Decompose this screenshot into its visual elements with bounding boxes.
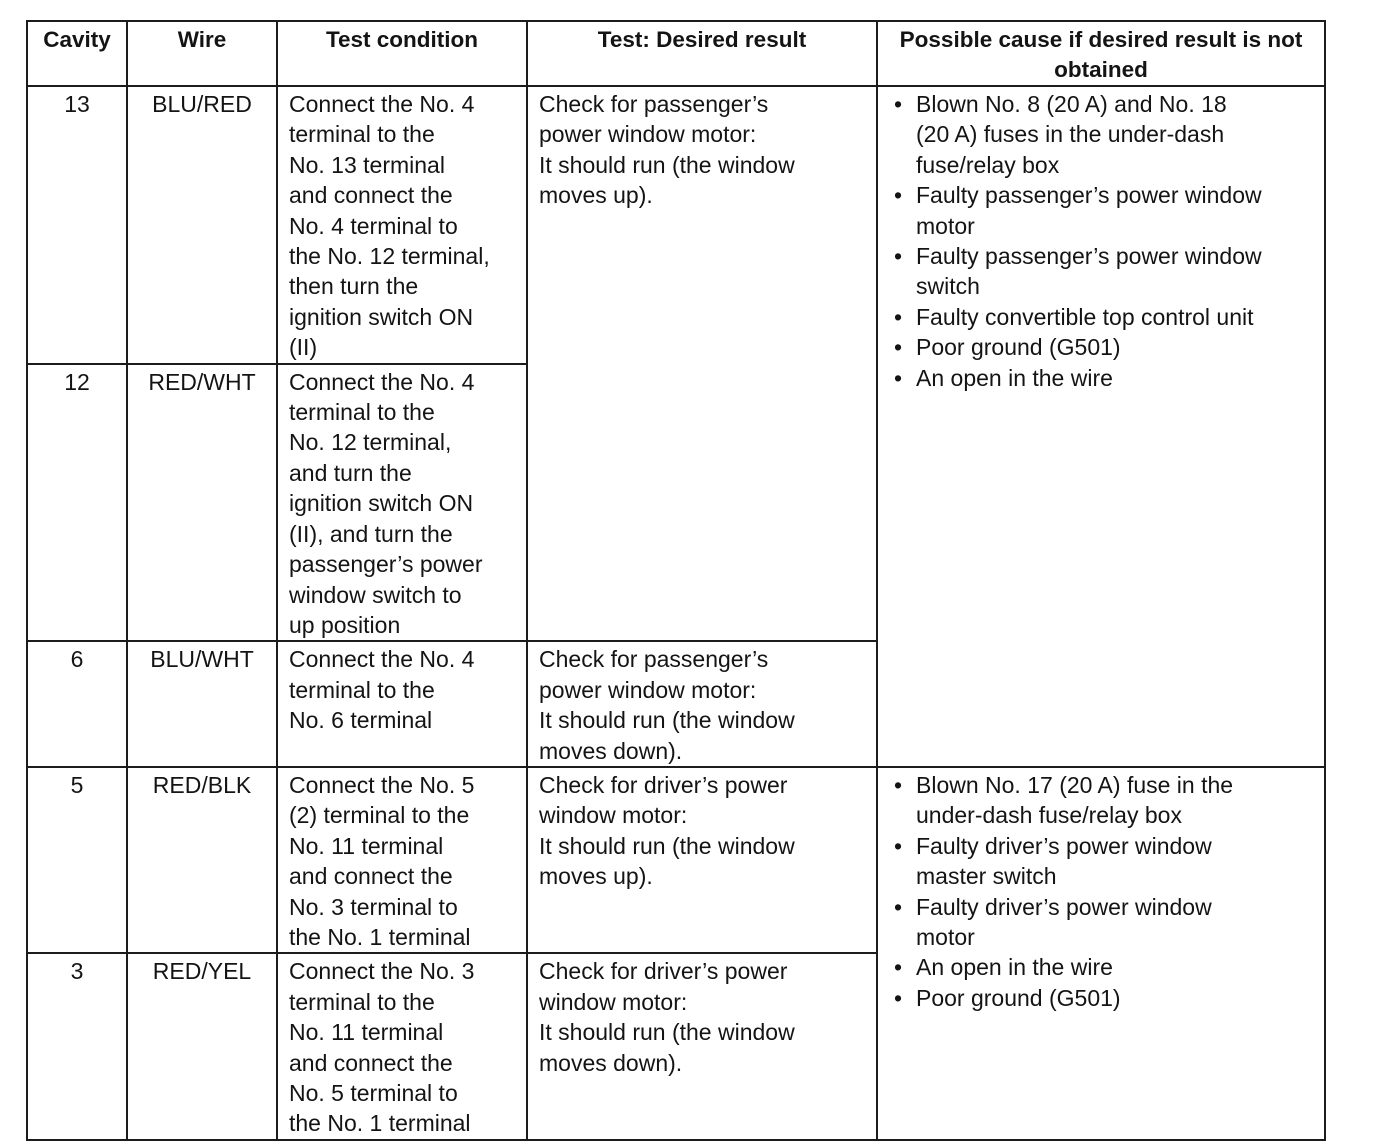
test-condition-cell: Connect the No. 4 terminal to the No. 12 terminal, and turn the ignition switch ON (II), and turn the passenger’s power window switch to up position [277,364,527,642]
bullet-icon: • [894,984,903,1011]
test-condition-cell: Connect the No. 3 terminal to the No. 11 terminal and connect the No. 5 terminal to the No. 1 terminal [277,953,527,1139]
cause-item: • Blown No. 17 (20 A) fuse in the under-dash fuse/relay box [894,771,1234,829]
header-wire: Wire [127,21,277,86]
bullet-icon: • [894,182,903,209]
bullet-icon: • [894,334,903,361]
cavity-cell: 12 [27,364,127,642]
cause-list-driver [892,770,1318,1013]
cavity-cell: 6 [27,641,127,767]
bullet-icon: • [894,771,903,798]
table-row [27,86,1325,364]
wire-cell: BLU/RED [127,86,277,364]
cause-list-passenger [892,89,1318,393]
possible-cause-cell [877,86,1325,767]
wire-cell: RED/BLK [127,767,277,953]
cause-item: • An open in the wire [892,363,1318,393]
cause-item: • An open in the wire [892,952,1318,982]
cause-item: • Poor ground (G501) [892,983,1318,1013]
bullet-icon: • [894,832,903,859]
wire-cell: BLU/WHT [127,641,277,767]
cause-item: • Blown No. 8 (20 A) and No. 18 (20 A) fuses in the under-dash fuse/relay box [894,91,1227,178]
possible-cause-cell [877,767,1325,1140]
cavity-cell: 13 [27,86,127,364]
wire-cell: RED/YEL [127,953,277,1139]
cause-item: • Faulty driver’s power window motor [894,893,1212,950]
bullet-icon: • [894,303,903,330]
desired-result-cell: Check for passenger’s power window motor: It should run (the window moves up). [527,86,877,641]
cause-item: • Faulty passenger’s power window switch [894,243,1262,300]
cavity-cell: 5 [27,767,127,953]
cause-item: • Faulty convertible top control unit [892,302,1318,332]
wire-cell: RED/WHT [127,364,277,642]
cause-item: • Poor ground (G501) [892,332,1318,362]
header-test-condition: Test condition [277,21,527,86]
header-row [27,21,1325,86]
cause-item: • Faulty passenger’s power window motor [894,182,1262,239]
cause-item: • Faulty driver’s power window master switch [894,832,1212,890]
bullet-icon: • [894,364,903,391]
bullet-icon: • [894,243,903,270]
bullet-icon: • [894,91,903,117]
test-condition-cell: Connect the No. 4 terminal to the No. 6 terminal [277,641,527,767]
troubleshooting-table [26,20,1326,1141]
desired-result-cell: Check for passenger’s power window motor: It should run (the window moves down). [527,641,877,767]
table-row [27,767,1325,953]
desired-result-cell: Check for driver’s power window motor: It should run (the window moves down). [527,953,877,1139]
desired-result-cell: Check for driver’s power window motor: It should run (the window moves up). [527,767,877,953]
header-cavity: Cavity [27,21,127,86]
header-desired-result: Test: Desired result [527,21,877,86]
test-condition-cell: Connect the No. 4 terminal to the No. 13 terminal and connect the No. 4 terminal to the No. 12 terminal, then turn the ignition switch ON (II) [277,86,527,364]
troubleshooting-table-container [26,20,1324,1141]
bullet-icon: • [894,954,903,981]
header-possible-cause: Possible cause if desired result is not obtained [877,21,1325,86]
cavity-cell: 3 [27,953,127,1139]
test-condition-cell: Connect the No. 5 (2) terminal to the No. 11 terminal and connect the No. 3 terminal to the No. 1 terminal [277,767,527,953]
bullet-icon: • [894,893,903,920]
